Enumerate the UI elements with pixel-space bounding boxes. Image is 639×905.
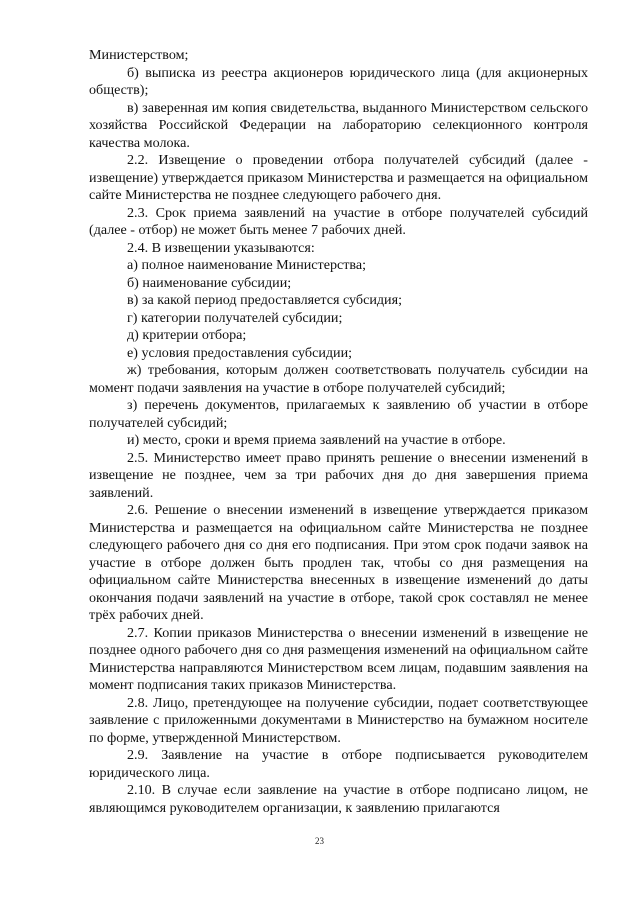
paragraph: и) место, сроки и время приема заявлений на участие в отборе.	[127, 432, 506, 448]
page-number: 23	[315, 836, 324, 846]
paragraph: в) заверенная им копия свидетельства, выданного Министерством сельского хозяйства Российской Федерации на лабораторию селекционного контроля качества молока.	[89, 99, 588, 151]
paragraph: б) выписка из реестра акционеров юридического лица (для акционерных обществ);	[89, 64, 588, 98]
paragraph: 2.8. Лицо, претендующее на получение субсидии, подает соответствующее заявление с приложенными документами в Министерство на бумажном носителе по форме, утвержденной Министерством.	[89, 694, 588, 746]
paragraph: Министерством;	[89, 47, 189, 63]
document-body	[89, 47, 588, 817]
paragraph: ж) требования, которым должен соответствовать получатель субсидии на момент подачи заявления на участие в отборе получателей субсидий;	[89, 362, 588, 396]
paragraph: з) перечень документов, прилагаемых к заявлению об участии в отборе получателей субсидий;	[89, 397, 588, 431]
paragraph: г) категории получателей субсидии;	[127, 309, 343, 326]
paragraph: б) наименование субсидии;	[127, 274, 292, 291]
paragraph: 2.2. Извещение о проведении отбора получателей субсидий (далее - извещение) утверждается приказом Министерства и размещается на официальном сайте Министерства не позднее следующего рабочего дня.	[89, 152, 588, 203]
paragraph: 2.9. Заявление на участие в отборе подписывается руководителем юридического лица.	[89, 747, 588, 781]
paragraph: 2.3. Срок приема заявлений на участие в отборе получателей субсидий (далее - отбор) не может быть менее 7 рабочих дней.	[89, 204, 588, 238]
paragraph: в) за какой период предоставляется субсидия;	[127, 292, 402, 308]
paragraph: 2.4. В извещении указываются:	[127, 239, 315, 256]
paragraph: а) полное наименование Министерства;	[127, 257, 367, 273]
paragraph: 2.10. В случае если заявление на участие в отборе подписано лицом, не являющимся руководителем организации, к заявлению прилагаются	[89, 782, 588, 816]
paragraph: 2.6. Решение о внесении изменений в извещение утверждается приказом Министерства и размещается на официальном сайте Министерства не позднее следующего рабочего дня со дня его подписания. При этом срок подачи заявок на участие в отборе должен быть продлен так, чтобы со дня размещения на официальном сайте Министерства внесенных в извещение изменений до даты окончания подачи заявлений на участие в отборе, такой срок составлял не менее трёх рабочих дней.	[89, 502, 588, 623]
paragraph: д) критерии отбора;	[127, 327, 247, 343]
paragraph: 2.7. Копии приказов Министерства о внесении изменений в извещение не позднее одного рабочего дня со дня размещения изменений на официальном сайте Министерства направляются Министерством всем лицам, подавшим заявления на момент подписания таких приказов Министерства.	[89, 624, 588, 693]
paragraph: е) условия предоставления субсидии;	[127, 344, 353, 361]
paragraph: 2.5. Министерство имеет право принять решение о внесении изменений в извещение не позднее, чем за три рабочих дня до дня завершения приема заявлений.	[89, 449, 588, 501]
